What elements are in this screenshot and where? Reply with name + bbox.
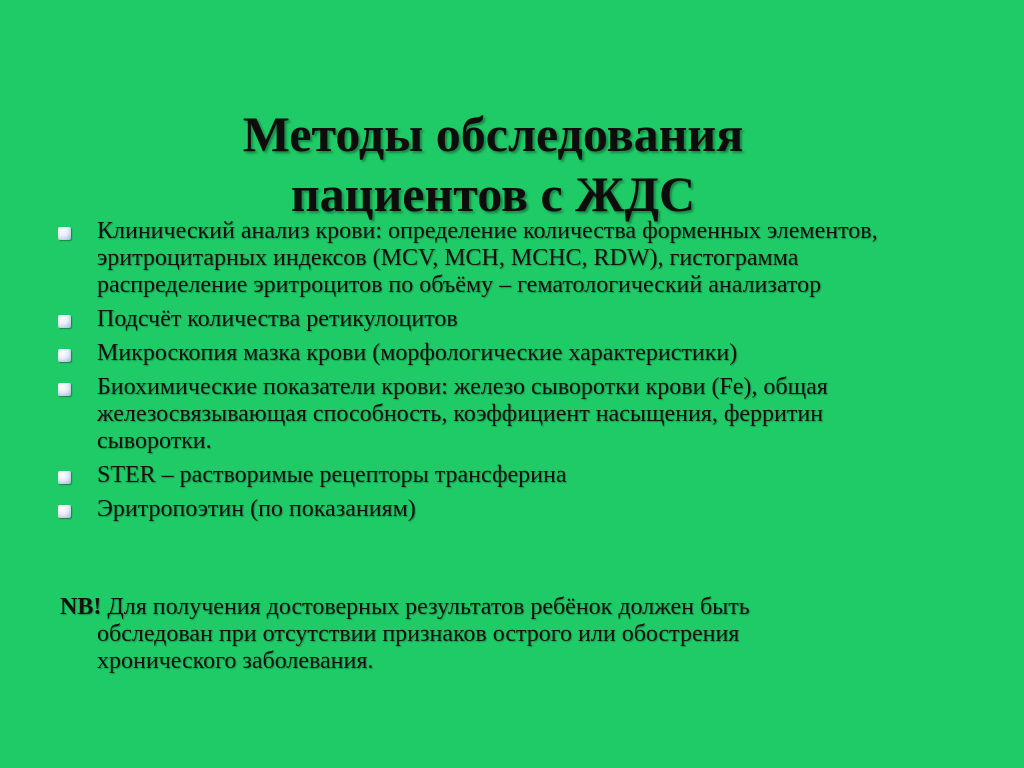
- bullet-list: [0, 218, 937, 530]
- bullet-text: Подсчёт количества ретикулоцитов: [97, 306, 458, 332]
- note-text-1: Для получения достоверных результатов ребёнок должен быть: [101, 594, 750, 620]
- bullet-text: Клинический анализ крови: определение количества форменных элементов, эритроцитарных индексов (MCV, MCH, MCHC, RDW), гистограмма распределение эритроцитов по объёму – гематологический анализатор: [97, 218, 878, 298]
- bullet-item-erythropoietin: [0, 496, 937, 523]
- bullet-item-cbc: [0, 218, 937, 299]
- title-line-2: пациентов с ЖДС: [290, 165, 696, 222]
- square-bullet-icon: [58, 505, 71, 518]
- square-bullet-icon: [58, 315, 71, 328]
- bullet-item-microscopy: [0, 340, 937, 367]
- square-bullet-icon: [58, 471, 71, 484]
- note-line-1: [60, 594, 940, 621]
- square-bullet-icon: [58, 349, 71, 362]
- bullet-item-ster: [0, 462, 937, 489]
- note-line-3: хронического заболевания.: [97, 648, 374, 674]
- title-line-1: Методы обследования: [242, 105, 744, 162]
- bullet-text: Микроскопия мазка крови (морфологические характеристики): [97, 340, 738, 366]
- nb-note: [60, 594, 940, 675]
- bullet-item-reticulocytes: [0, 306, 937, 333]
- square-bullet-icon: [58, 227, 71, 240]
- note-line-2: обследован при отсутствии признаков острого или обострения: [97, 621, 740, 647]
- bullet-item-biochemistry: [0, 374, 937, 455]
- bullet-text: Эритропоэтин (по показаниям): [97, 496, 416, 522]
- nb-label: NB!: [60, 594, 102, 620]
- bullet-text: STER – растворимые рецепторы трансферина: [97, 462, 567, 488]
- slide-title: [0, 104, 986, 224]
- bullet-text: Биохимические показатели крови: железо сыворотки крови (Fe), общая железосвязывающая способность, коэффициент насыщения, ферритин сыворотки.: [97, 374, 828, 454]
- square-bullet-icon: [58, 383, 71, 396]
